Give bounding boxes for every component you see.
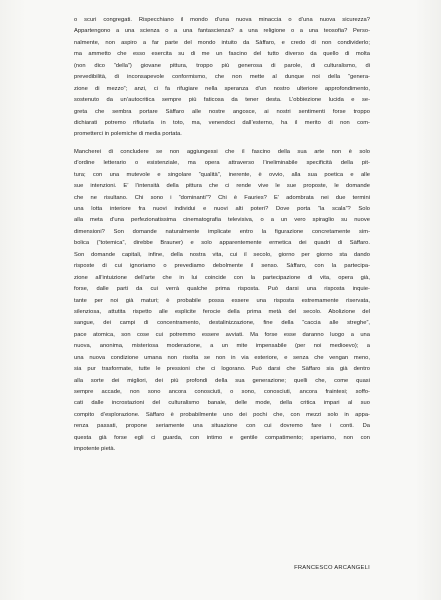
text-line: (non dico “della”) giovane pittura, troppo più generosa di parole, di culturalismo, di [74,62,370,69]
text-line: pace atomica, son cose cui potremmo essere avviati. Ma forse esse daranno luogo a una [74,331,370,338]
text-line: sangue, dei campi di concentramento, destalinizzazione, fine della “caccia alle streghe”, [74,320,370,327]
text-line: Son domande capitali, infine, della nostra vita, cui il secolo, giorno per giorno sta dando [74,251,370,258]
text-line: Appartengono a una scienza o a una fantascienza? a una religione o a una teosofia? Perso- [74,28,370,35]
text-line: renza passati, propone seriamente una situazione con cui dovremo fare i conti. Da [74,423,370,430]
paragraph-2 [74,147,370,456]
text-line: questa già forse egli ci guarda, con intimo e gentile compatimento; speriamo, non con [74,434,370,441]
article-body [74,15,370,456]
paragraph-1 [74,15,370,141]
text-line: sostenuto da un’autocritica sempre più faticosa da tener desta. L’obbiezione lucida e se- [74,97,370,104]
text-line: prometterci in polemiche di media portata. [74,131,182,138]
text-line: tante per noi già maturi; è probabile possa essere una risposta estremamente riservata, [74,297,370,304]
text-line: nalmente, non aspiro a far parte del mondo intuito da Sàffaro, e credo di non condividerlo; [74,39,370,46]
text-line: alla meta d’una perfezionatissima cinematografia televisiva, o a un vero spiraglio su nuove [74,217,370,224]
text-line: prevedibilità, di inconsapevole conformismo, che non mette al dunque noi della “genera- [74,74,370,81]
text-line: dimensioni? Son domande naturalmente implicate entro la figurazione concretamente sim- [74,228,370,235]
text-line: cati dalle incrostazioni del culturalismo banale, delle mode, della critica impari al suo [74,400,370,407]
text-line: ma ammetto che esso esercita su di me un fascino del tutto diverso da quello di molta [74,51,370,58]
text-line: forse, dalle parti da cui verrà qualche prima risposta. Può darsi una risposta inquie- [74,286,370,293]
text-line: zione di mezzo”; anzi, ci fa rifugiare nella speranza d’un nostro ulteriore approfondimento, [74,85,370,92]
text-line: che ne risultano. Chi sono i “dominanti”? Chi è Fauries? E’ adombrata nei due termini [74,194,370,201]
text-line: bolica (“totemica”, direbbe Brauner) e solo apparentemente ermetica dei quadri di Sàffaro. [74,240,370,247]
text-line: d’ordine letterario o esistenziale, ma opera attraverso l’ineliminabile specificità della pit- [74,160,370,167]
text-line: alla sorte dei migliori, dei più profondi della sua generazione; quelli che, come quasi [74,377,370,384]
text-line: dichiarati potremo rifiutarla in toto, ma, venendoci dall’esterno, ha il merito di non com- [74,119,370,126]
text-line: sia pur trasformate, tutte le pressioni che ci logorano. Può darsi che Sàffaro sia già dentro [74,366,370,373]
text-line: silenziosa, attutita rispetto alle esplicite ferocie della prima metà del secolo. Abolizione del [74,308,370,315]
author-signature: FRANCESCO ARCANGELI [294,565,370,571]
text-line: zione all’intuizione dell’arte che in lui coincide con la partecipazione di vita, opera già, [74,274,370,281]
text-line: nuova, anonima, misteriosa moderazione, a un mite impensabile (per noi medioevo); a [74,343,370,350]
text-line: risposte di cui ignoriamo o prevediamo debolmente il senso. Sàffaro, con la partecipa- [74,263,370,270]
text-line: sempre accade, non sono ancora conosciuti, o sono, conosciuti, ancora fraintesi; soffo- [74,389,370,395]
text-line: Mancherei di concludere se non aggiungessi che il fascino della sua arte non è solo [74,148,370,155]
text-line: una lotta interiore fra nuovi individui e nuovi alti poteri? Dove porta “la scala”? Solo [74,206,370,212]
text-line: tura; con una mutevole e singolare “qualità”, inerente, è ovvio, alla sua poetica e alle [74,171,370,178]
text-line: compito d’esplorazione. Sàffaro è probabilmente uno dei pochi che, con mezzi solo in appa- [74,411,370,418]
text-line: sue intenzioni. E’ l’intensità della pittura che ci rende vive le sue proposte, le domande [74,183,370,190]
text-line: impotente pietà. [74,446,116,453]
text-line: una nuova condizione umana non risolta se non in via esteriore, e senza che vengan meno, [74,354,370,361]
text-line: o scuri congregati. Rispecchiano il mondo d’una nuova minaccia o d’una nuova sicurezza? [74,17,370,23]
text-line: greta che sembra portare Sàffaro alle nostre angosce, ai nostri sentimenti forse troppo [74,108,370,115]
